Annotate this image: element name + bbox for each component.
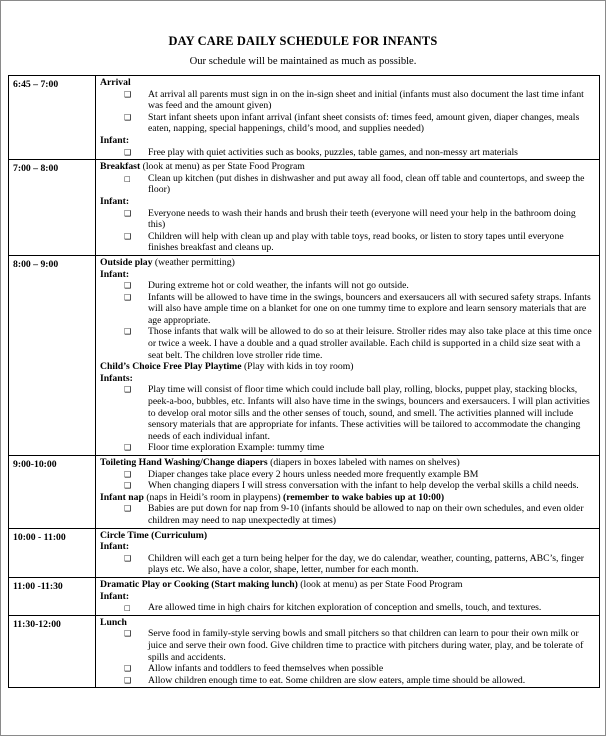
heading-text: Toileting Hand Washing/Change diapers <box>100 457 268 468</box>
heading-text: Infants: <box>100 372 133 384</box>
time-slot: 7:00 – 8:00 <box>9 160 96 256</box>
heading-note: (look at menu) as per State Food Program <box>140 161 305 173</box>
activity-heading <box>100 457 593 469</box>
heading-text: Infant: <box>100 134 130 146</box>
checkbox-bullet-icon: ❑ <box>124 281 132 291</box>
list-item-text: Children will help with clean up and play with table toys, read books, or listen to story tapes until everyone finishes breakfast and cleans up. <box>148 230 564 254</box>
activity-cell <box>96 577 600 615</box>
list-item <box>100 553 593 576</box>
heading-text: Lunch <box>100 616 127 628</box>
activity-cell <box>96 615 600 688</box>
schedule-row <box>9 255 600 455</box>
activity-heading <box>100 541 593 553</box>
checkbox-bullet-icon: ❑ <box>124 469 132 479</box>
list-item <box>100 147 593 159</box>
list-item-text: Infants will be allowed to have time in the swings, bouncers and exersaucers all with secured safety straps. Infants will also have ample time on a blanket for one on one tummy time to explore and learn sensory materials that are age appropriate. <box>148 291 591 326</box>
activity-heading <box>100 257 593 269</box>
checkbox-bullet-icon: ❑ <box>124 327 132 337</box>
heading-note: (weather permitting) <box>152 256 235 268</box>
list-item-text: Allow infants and toddlers to feed themselves when possible <box>148 663 384 675</box>
checkbox-bullet-icon: ❑ <box>124 443 132 453</box>
activity-cell <box>96 456 600 529</box>
list-item <box>100 208 593 231</box>
heading-text: Breakfast <box>100 161 141 173</box>
heading-text: Infant: <box>100 195 130 207</box>
list-item-text: Children will each get a turn being helper for the day, we do calendar, weather, counting, patterns, ABC’s, finger plays etc. We also, have a color, shape, letter, number for each month. <box>148 552 585 576</box>
activity-cell <box>96 528 600 577</box>
list-item <box>100 602 593 614</box>
time-slot: 11:30-12:00 <box>9 615 96 688</box>
list-item <box>100 663 593 675</box>
schedule-row <box>9 76 600 160</box>
page-subtitle: Our schedule will be maintained as much as possible. <box>189 56 417 67</box>
time-slot: 8:00 – 9:00 <box>9 255 96 455</box>
time-slot: 10:00 - 11:00 <box>9 528 96 577</box>
list-item-text: Start infant sheets upon infant arrival (infant sheet consists of: times feed, amount given, diaper changes, meals eaten, napping, special happenings, child’s mood, and supplies needed) <box>148 111 580 135</box>
list-item-text: During extreme hot or cold weather, the infants will not go outside. <box>148 280 409 292</box>
checkbox-bullet-icon: □ <box>124 174 131 183</box>
list-item <box>100 503 593 526</box>
list-item-text: Allow children enough time to eat. Some children are slow eaters, ample time should be allowed. <box>148 674 526 686</box>
list-item-text: Floor time exploration Example: tummy time <box>148 442 325 454</box>
activity-heading <box>100 492 593 504</box>
checkbox-bullet-icon: ❑ <box>124 385 132 395</box>
activity-heading <box>100 269 593 281</box>
schedule-row <box>9 160 600 256</box>
list-item <box>100 628 593 663</box>
list-item-text: Are allowed time in high chairs for kitchen exploration of conception and smells, touch, and textures. <box>148 602 542 614</box>
page-title: DAY CARE DAILY SCHEDULE FOR INFANTS <box>168 34 438 48</box>
checkbox-bullet-icon: □ <box>124 604 131 613</box>
heading-note: (look at menu) as per State Food Program <box>297 578 463 590</box>
list-item-text: Diaper changes take place every 2 hours unless needed more frequently example BM <box>148 468 479 480</box>
schedule-row <box>9 456 600 529</box>
heading-note: (diapers in boxes labeled with names on shelves) <box>267 457 460 468</box>
heading-text: Infant: <box>100 541 130 553</box>
activity-cell <box>96 160 600 256</box>
activity-cell <box>96 76 600 160</box>
list-item-text: Play time will consist of floor time which could include ball play, rolling, blocks, puppet play, stacking blocks, peek-a-boo, bubbles, etc. Infants will also have time in the swings, bouncers and exersaucers. I will plan activities to develop oral motor sills and the other senses of touch, sound, and smell. The activities planned will include sensory materials that are appropriate for infants. These activities will be tailored to accommodate the changing needs of each individual infant. <box>148 384 590 442</box>
activity-heading <box>100 530 593 542</box>
time-slot: 6:45 – 7:00 <box>9 76 96 160</box>
heading-text: Child’s Choice Free Play Playtime <box>100 361 242 373</box>
list-item-text: Everyone needs to wash their hands and brush their teeth (everyone will need your help in the bathroom doing this) <box>148 207 576 231</box>
activity-heading <box>100 135 593 147</box>
activity-heading <box>100 617 593 629</box>
heading-note: (Play with kids in toy room) <box>241 361 354 373</box>
activity-heading <box>100 591 593 603</box>
list-item-text: Those infants that walk will be allowed to do so at their leisure. Stroller rides may also take place at this time once or twice a week. I have a double and a quad stroller available. Each child is supported in a child size seat with a seat belt. The children love stroller ride time. <box>148 326 592 361</box>
time-slot: 11:00 -11:30 <box>9 577 96 615</box>
heading-text: Infant: <box>100 268 130 280</box>
heading-text: Circle Time (Curriculum) <box>100 529 208 541</box>
list-item-text: At arrival all parents must sign in on the in-sign sheet and initial (infants must also document the last time infant was feed and the amount given) <box>148 88 584 112</box>
list-item-text: When changing diapers I will stress conversation with the infant to help develop the verbal skills a child needs. <box>148 480 579 492</box>
activity-heading <box>100 373 593 385</box>
heading-text: Outside play <box>100 256 153 268</box>
checkbox-bullet-icon: ❑ <box>124 147 132 157</box>
list-item <box>100 675 593 687</box>
list-item <box>100 384 593 442</box>
schedule-table <box>8 75 600 688</box>
list-item-text: Clean up kitchen (put dishes in dishwasher and put away all food, clean off table and countertops, and sweep the floor) <box>148 172 585 196</box>
list-item-text: Babies are put down for nap from 9-10 (infants should be allowed to nap on their own schedules, and even older children may need to nap unexpectedly at times) <box>148 503 584 526</box>
heading-text: Infant nap <box>100 491 144 503</box>
list-item <box>100 480 593 492</box>
list-item-text: Serve food in family-style serving bowls and small pitchers so that children can learn to pour their own milk or juice and serve their own food. Give children time to practice with pitchers during water, play, and be tolerate of spills and accidents. <box>148 628 584 663</box>
checkbox-bullet-icon: ❑ <box>124 664 132 674</box>
checkbox-bullet-icon: ❑ <box>124 208 132 218</box>
heading-emphasis: (remember to wake babies up at 10:00) <box>283 491 445 503</box>
heading-text: Infant: <box>100 590 130 602</box>
activity-heading <box>100 196 593 208</box>
checkbox-bullet-icon: ❑ <box>124 504 132 514</box>
activity-heading <box>100 361 593 373</box>
checkbox-bullet-icon: ❑ <box>124 675 132 685</box>
schedule-row <box>9 577 600 615</box>
checkbox-bullet-icon: ❑ <box>124 112 132 122</box>
activity-cell <box>96 255 600 455</box>
list-item <box>100 326 593 361</box>
checkbox-bullet-icon: ❑ <box>124 231 132 241</box>
heading-text: Dramatic Play or Cooking (Start making lunch) <box>100 578 298 590</box>
checkbox-bullet-icon: ❑ <box>124 553 132 563</box>
checkbox-bullet-icon: ❑ <box>124 89 132 99</box>
list-item <box>100 292 593 327</box>
activity-heading <box>100 579 593 591</box>
list-item <box>100 89 593 112</box>
list-item-text: Free play with quiet activities such as books, puzzles, table games, and non-messy art materials <box>148 146 518 158</box>
list-item <box>100 173 593 196</box>
list-item <box>100 280 593 292</box>
list-item <box>100 442 593 454</box>
list-item <box>100 231 593 254</box>
list-item <box>100 112 593 135</box>
checkbox-bullet-icon: ❑ <box>124 629 132 639</box>
checkbox-bullet-icon: ❑ <box>124 481 132 491</box>
activity-heading <box>100 161 593 173</box>
time-slot: 9:00-10:00 <box>9 456 96 529</box>
activity-heading <box>100 77 593 89</box>
schedule-row <box>9 615 600 688</box>
heading-text: Arrival <box>100 77 131 88</box>
heading-note: (naps in Heidi’s room in playpens) <box>143 491 283 503</box>
checkbox-bullet-icon: ❑ <box>124 292 132 302</box>
schedule-row <box>9 528 600 577</box>
list-item <box>100 469 593 481</box>
